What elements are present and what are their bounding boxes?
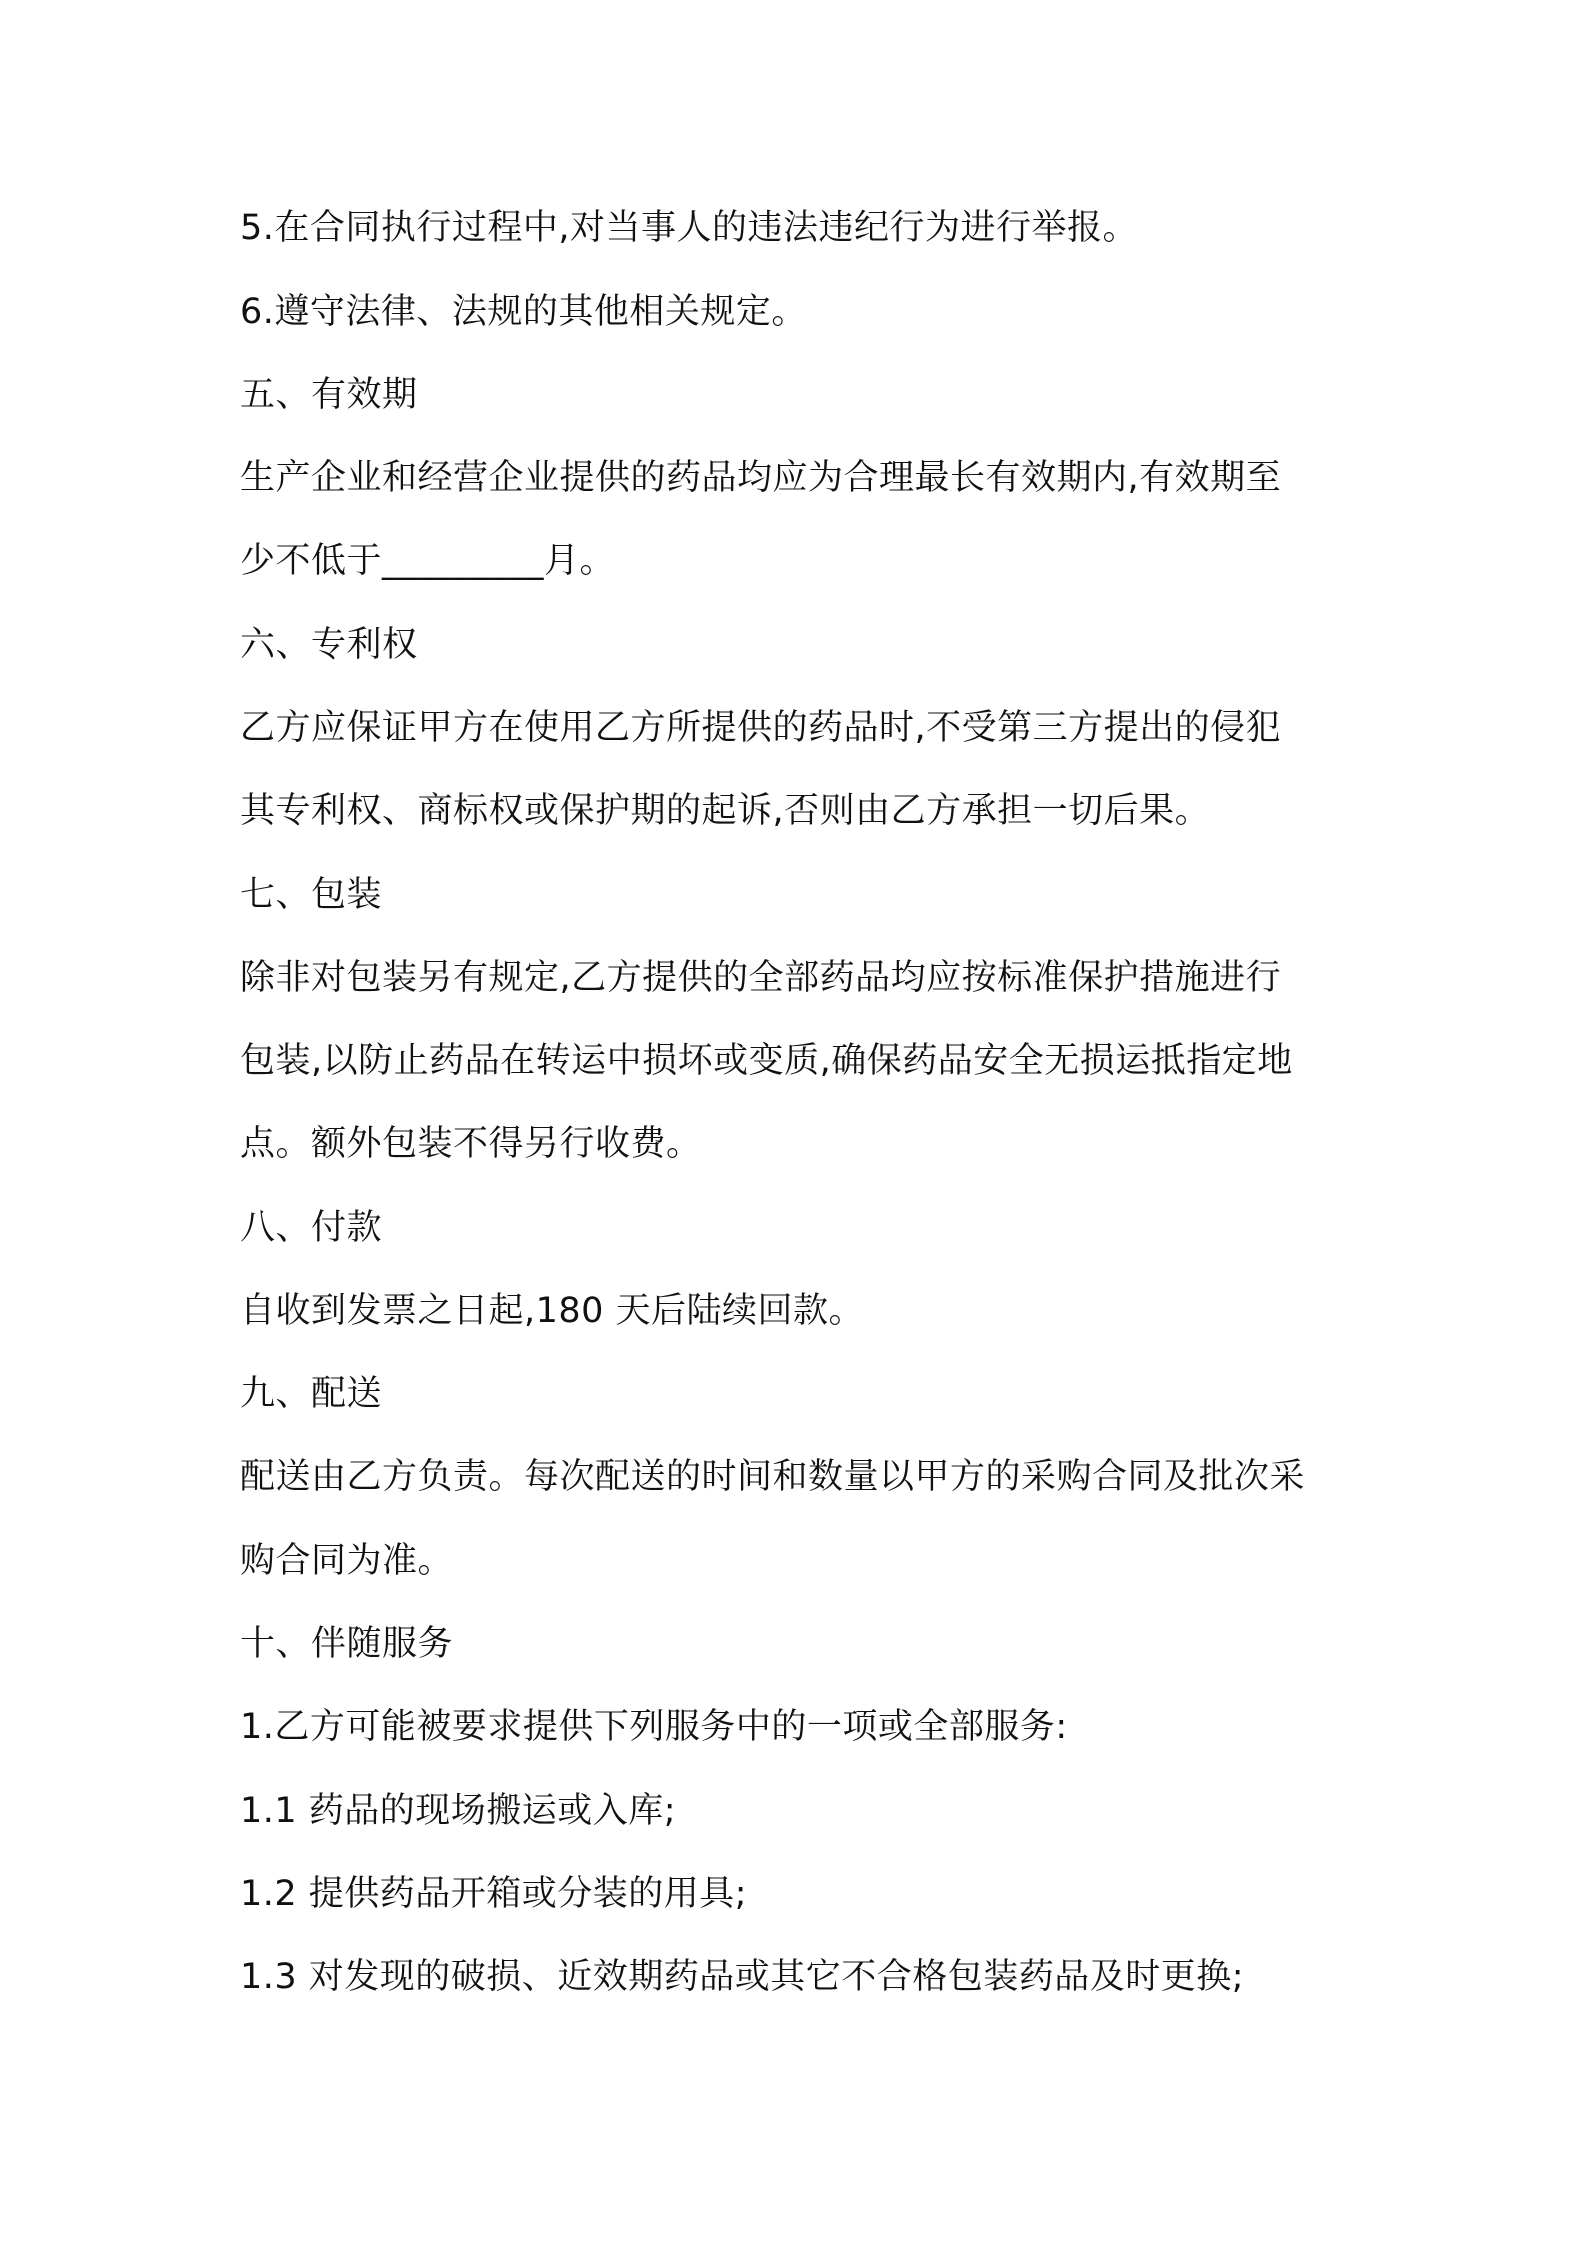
- section-heading: 八、付款: [240, 1208, 383, 1248]
- section-heading: 九、配送: [240, 1374, 383, 1414]
- paragraph-line: 配送由乙方负责。每次配送的时间和数量以甲方的采购合同及批次采: [240, 1457, 1306, 1497]
- clause-line: 1.2 提供药品开箱或分装的用具;: [240, 1874, 748, 1914]
- paragraph-line: 包装,以防止药品在转运中损坏或变质,确保药品安全无损运抵指定地: [240, 1041, 1293, 1081]
- section-heading: 十、伴随服务: [240, 1624, 454, 1664]
- paragraph-line: 购合同为准。: [240, 1541, 454, 1581]
- paragraph-line: 点。额外包装不得另行收费。: [240, 1124, 702, 1164]
- section-heading: 五、有效期: [240, 375, 418, 415]
- paragraph-line: 自收到发票之日起,180 天后陆续回款。: [240, 1291, 865, 1331]
- paragraph-line: 生产企业和经营企业提供的药品均应为合理最长有效期内,有效期至: [240, 458, 1282, 498]
- clause-line: 1.乙方可能被要求提供下列服务中的一项或全部服务:: [240, 1707, 1068, 1747]
- section-heading: 六、专利权: [240, 625, 418, 665]
- paragraph-line: 少不低于_________月。: [240, 541, 616, 581]
- section-heading: 七、包装: [240, 875, 383, 915]
- clause-line: 6.遵守法律、法规的其他相关规定。: [240, 292, 807, 332]
- paragraph-line: 乙方应保证甲方在使用乙方所提供的药品时,不受第三方提出的侵犯: [240, 708, 1282, 748]
- paragraph-line: 除非对包装另有规定,乙方提供的全部药品均应按标准保护措施进行: [240, 958, 1282, 998]
- clause-line: 1.3 对发现的破损、近效期药品或其它不合格包装药品及时更换;: [240, 1957, 1245, 1997]
- paragraph-line: 其专利权、商标权或保护期的起诉,否则由乙方承担一切后果。: [240, 791, 1211, 831]
- clause-line: 5.在合同执行过程中,对当事人的违法违纪行为进行举报。: [240, 208, 1139, 248]
- clause-line: 1.1 药品的现场搬运或入库;: [240, 1791, 677, 1831]
